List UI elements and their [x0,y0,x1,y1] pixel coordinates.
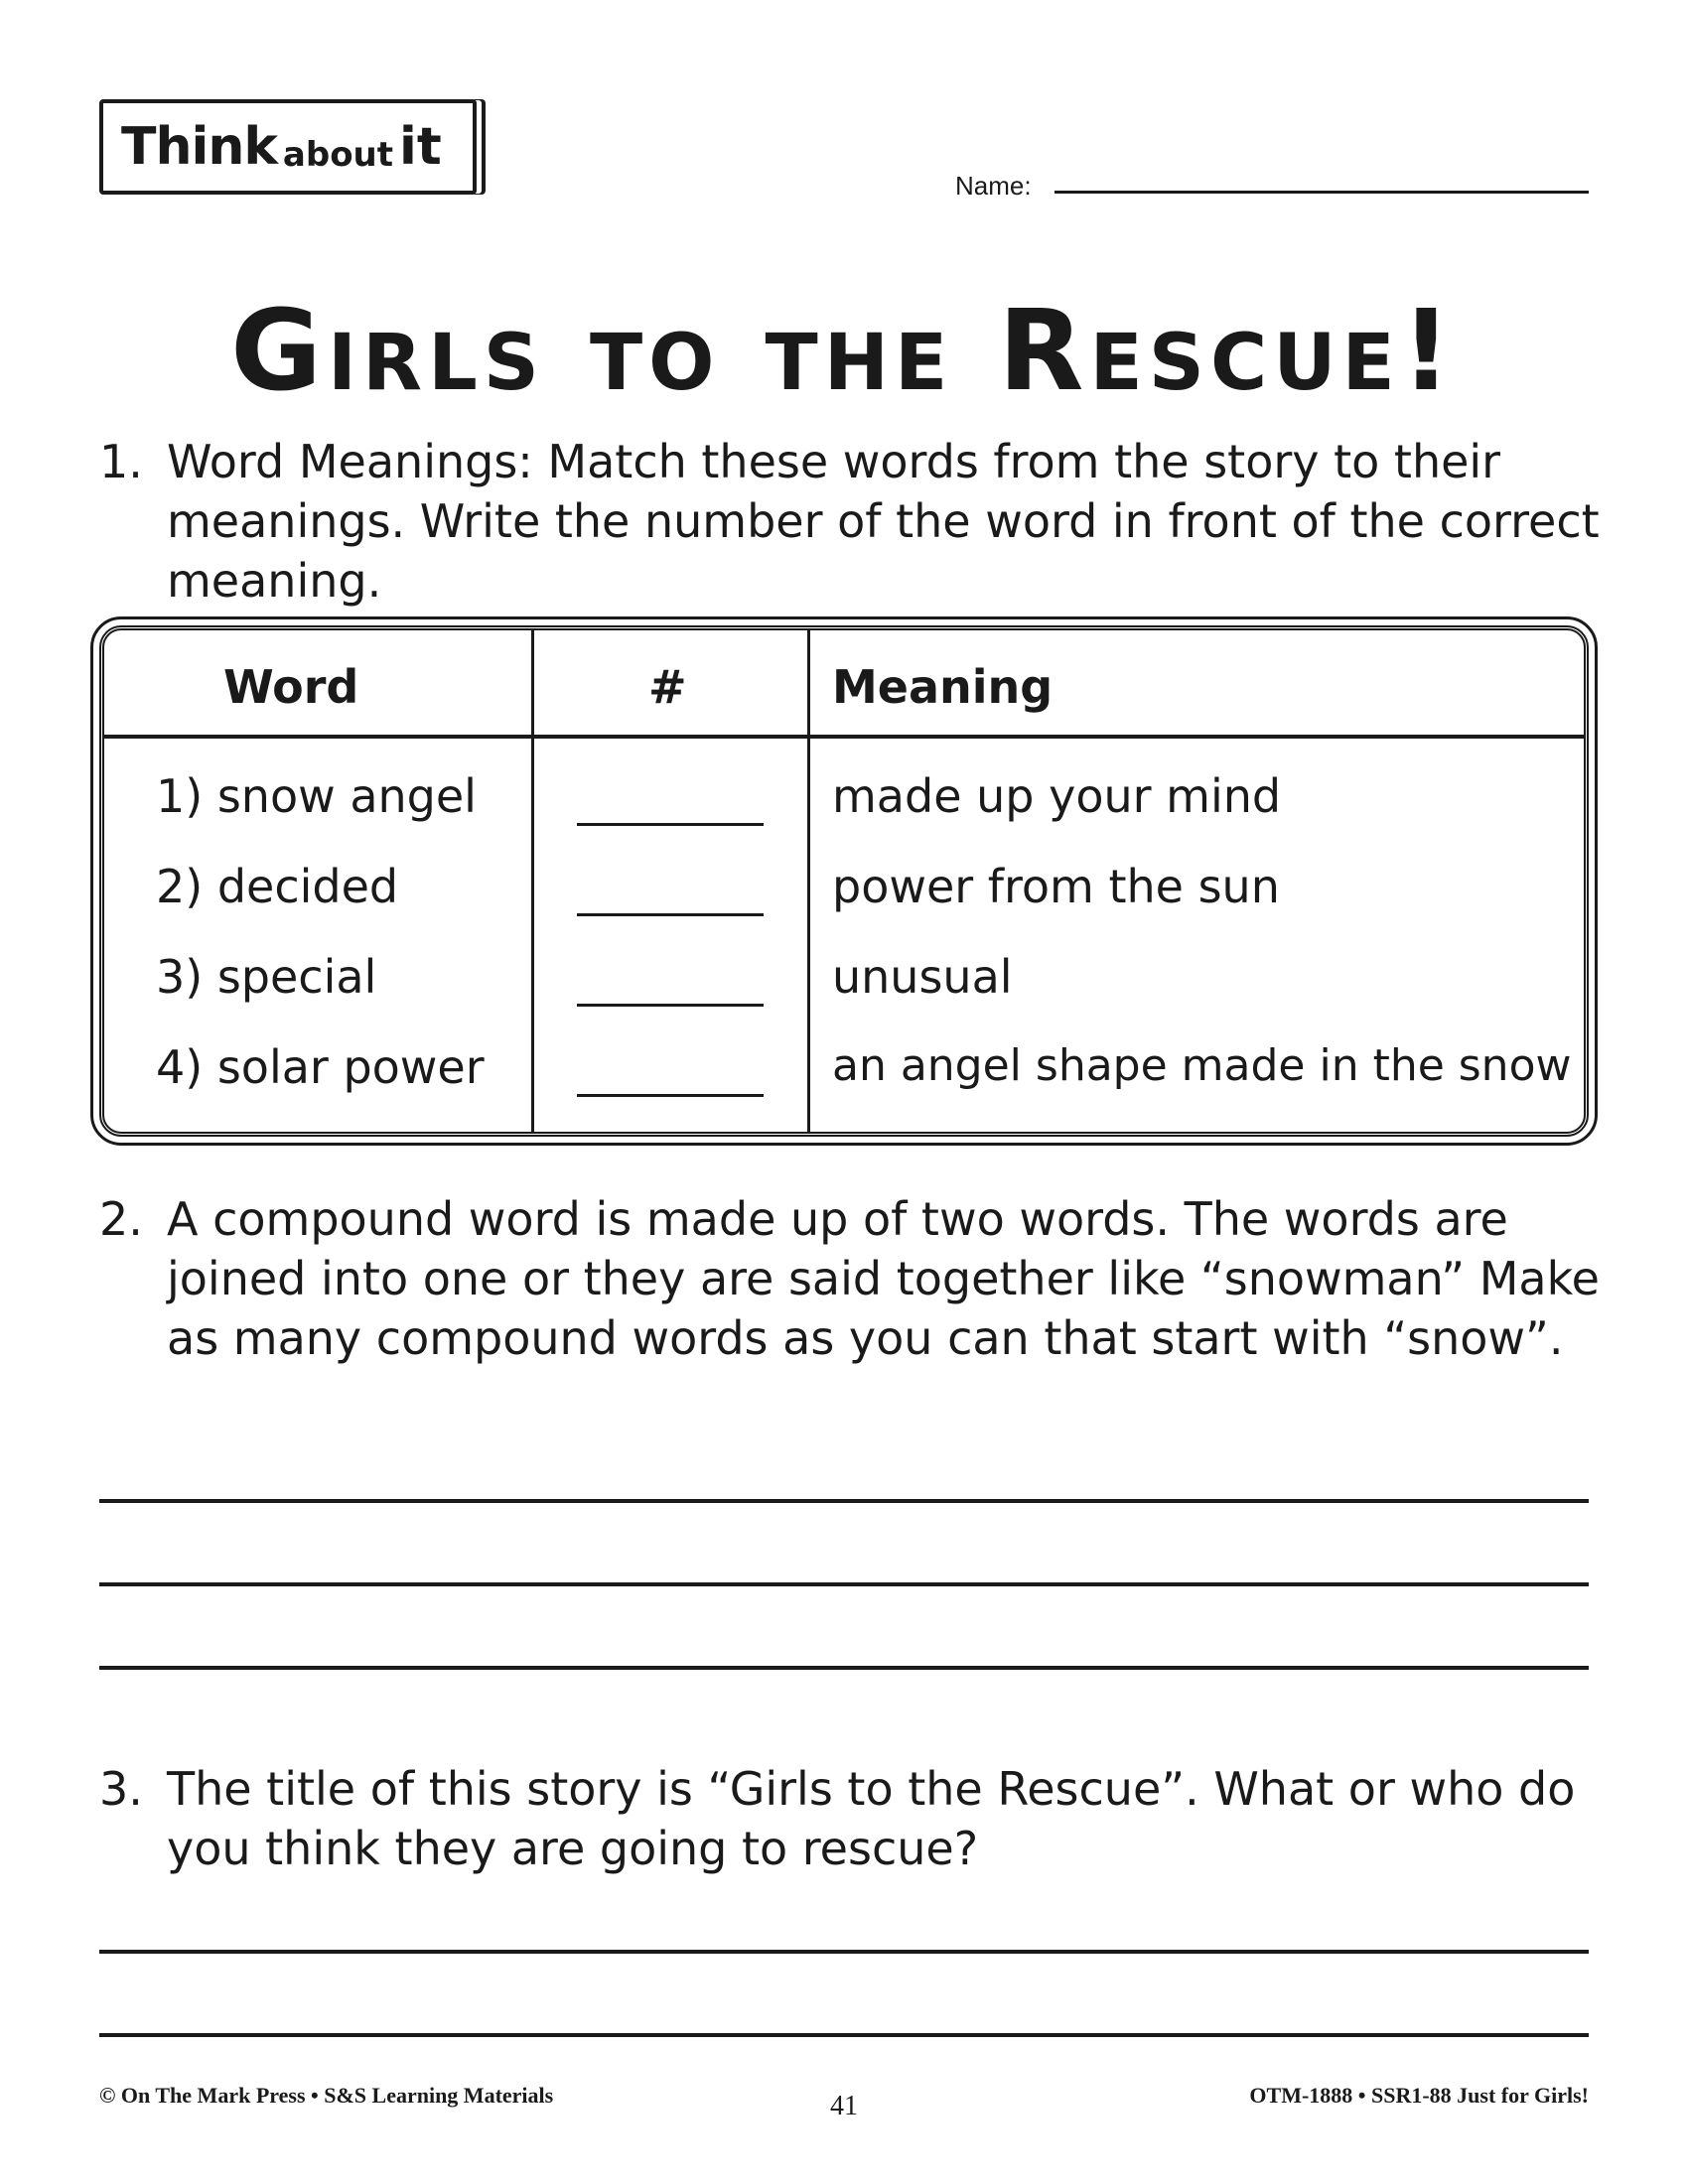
word-item: 1) snow angel [156,769,477,823]
column-header-word: Word [223,660,359,714]
page-title: Girls to the Rescue! [230,287,1458,416]
footer-product-code: OTM-1888 • SSR1-88 Just for Girls! [1249,2083,1589,2108]
answer-blank[interactable] [577,1094,764,1097]
column-header-meaning: Meaning [832,660,1054,714]
question-1-text: Word Meanings: Match these words from the story to their meanings. Write the number of the word in front of the correct meaning. [167,435,1600,608]
badge-think: Think [121,117,277,177]
badge-it: it [399,117,442,177]
answer-line[interactable] [99,1499,1589,1503]
answer-line[interactable] [99,1950,1589,1954]
table-header-rule [104,735,1584,739]
name-field[interactable] [1055,191,1589,194]
word-item: 3) special [156,950,377,1004]
badge-about: about [282,135,394,175]
question-3-number: 3. [99,1762,143,1816]
word-meanings-table [99,625,1589,1137]
footer-copyright: © On The Mark Press • S&S Learning Materials [99,2083,554,2108]
think-about-it-badge [99,99,477,195]
answer-line[interactable] [99,2033,1589,2037]
question-1 [99,432,1609,611]
meaning-item: an angel shape made in the snow [832,1040,1572,1091]
table-divider-1 [531,630,534,1132]
meaning-item: power from the sun [832,860,1280,913]
question-3 [99,1759,1609,1878]
page-number: 41 [830,2091,858,2121]
question-2-text: A compound word is made up of two words. The words are joined into one or they are said together like “snowman” Make as many compound words as you can that start with “snow”. [167,1192,1600,1365]
answer-blank[interactable] [577,823,764,826]
question-1-number: 1. [99,435,143,488]
answer-line[interactable] [99,1582,1589,1586]
word-item: 4) solar power [156,1040,485,1094]
meaning-item: made up your mind [832,769,1282,823]
answer-blank[interactable] [577,1004,764,1007]
meaning-item: unusual [832,950,1013,1004]
question-2 [99,1189,1609,1368]
word-item: 2) decided [156,860,399,913]
answer-line[interactable] [99,1666,1589,1670]
table-divider-2 [807,630,810,1132]
question-2-number: 2. [99,1192,143,1246]
question-3-text: The title of this story is “Girls to the Rescue”. What or who do you think they are going to rescue? [167,1762,1576,1875]
answer-blank[interactable] [577,913,764,916]
name-label: Name: [955,171,1032,201]
column-header-number: # [648,660,687,714]
